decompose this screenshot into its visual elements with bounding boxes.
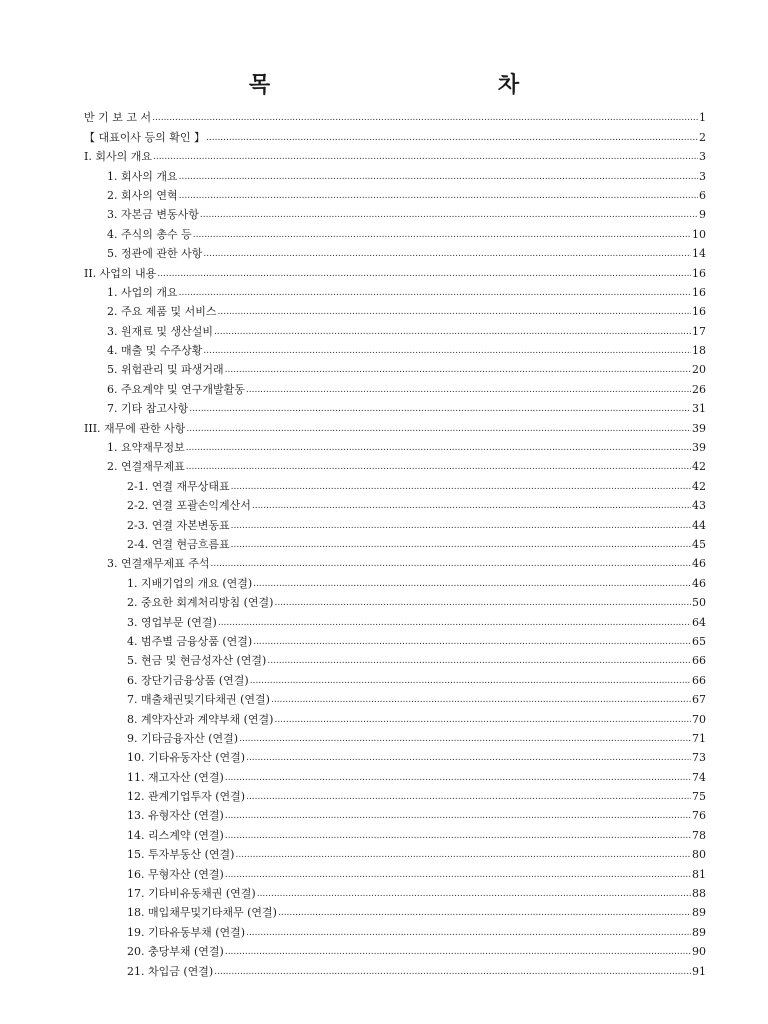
toc-entry-label: 13. 유형자산 (연결) xyxy=(127,809,224,823)
toc-entry-label: 16. 무형자산 (연결) xyxy=(127,867,224,881)
toc-entry[interactable] xyxy=(127,746,706,765)
toc-entry[interactable] xyxy=(127,765,706,784)
toc-entry-page: 42 xyxy=(692,460,706,474)
toc-entry[interactable] xyxy=(107,397,706,416)
toc-entry-page: 31 xyxy=(692,402,706,416)
toc-entry-label: 3. 영업부문 (연결) xyxy=(127,615,217,629)
toc-entry[interactable] xyxy=(127,533,706,552)
toc-entry-page: 16 xyxy=(692,305,706,319)
toc-entry-page: 64 xyxy=(692,615,706,629)
toc-leader-dots xyxy=(214,325,691,339)
toc-entry-label: 3. 연결재무제표 주석 xyxy=(107,557,210,571)
toc-entry-label: 18. 매입채무및기타채무 (연결) xyxy=(127,906,277,920)
toc-leader-dots xyxy=(218,305,692,319)
toc-entry-page: 16 xyxy=(692,266,706,280)
toc-entry-page: 91 xyxy=(692,964,706,978)
toc-entry-page: 39 xyxy=(692,441,706,455)
toc-entry-page: 73 xyxy=(692,751,706,765)
toc-entry-page: 6 xyxy=(699,188,706,202)
toc-leader-dots xyxy=(246,751,691,765)
toc-entry-label: 5. 위험관리 및 파생거래 xyxy=(107,363,224,377)
toc-entry-page: 42 xyxy=(692,479,706,493)
toc-entry[interactable] xyxy=(127,785,706,804)
toc-leader-dots xyxy=(271,693,691,707)
toc-entry[interactable] xyxy=(107,203,706,222)
toc-leader-dots xyxy=(246,926,691,940)
toc-entry-label: 5. 정관에 관한 사항 xyxy=(107,247,203,261)
toc-entry-page: 3 xyxy=(699,150,706,164)
toc-entry-label: 21. 차입금 (연결) xyxy=(127,964,214,978)
toc-entry-label: 4. 매출 및 수주상황 xyxy=(107,344,203,358)
toc-leader-dots xyxy=(152,111,698,125)
toc-entry[interactable] xyxy=(127,474,706,493)
toc-entry-page: 74 xyxy=(692,770,706,784)
toc-entry-page: 18 xyxy=(692,344,706,358)
toc-entry[interactable] xyxy=(107,377,706,396)
toc-entry-label: 12. 관계기업투자 (연결) xyxy=(127,790,246,804)
toc-entry[interactable] xyxy=(107,358,706,377)
toc-leader-dots xyxy=(211,557,692,571)
toc-entry-label: 4. 범주별 금융상품 (연결) xyxy=(127,634,253,648)
toc-leader-dots xyxy=(157,267,691,281)
toc-entry-label: 14. 리스계약 (연결) xyxy=(127,828,224,842)
toc-leader-dots xyxy=(231,519,691,533)
toc-entry-page: 3 xyxy=(699,169,706,183)
toc-leader-dots xyxy=(214,965,691,979)
toc-entry[interactable] xyxy=(84,106,706,125)
toc-entry[interactable] xyxy=(127,882,706,901)
toc-leader-dots xyxy=(200,208,698,222)
toc-entry[interactable] xyxy=(107,552,706,571)
toc-entry-label: 1. 지배기업의 개요 (연결) xyxy=(127,576,253,590)
toc-leader-dots xyxy=(274,713,691,727)
toc-entry-label: 9. 기타금융자산 (연결) xyxy=(127,731,239,745)
toc-entry[interactable] xyxy=(127,862,706,881)
toc-entry-label: 2. 연결재무제표 xyxy=(107,460,185,474)
toc-entry[interactable] xyxy=(127,513,706,532)
toc-leader-dots xyxy=(179,286,691,300)
toc-entry-page: 43 xyxy=(692,499,706,513)
toc-leader-dots xyxy=(179,189,698,203)
toc-leader-dots xyxy=(278,906,691,920)
toc-entry-page: 78 xyxy=(692,828,706,842)
toc-entry[interactable] xyxy=(107,319,706,338)
toc-entry-page: 70 xyxy=(692,712,706,726)
toc-entry-label: 15. 투자부동산 (연결) xyxy=(127,848,235,862)
toc-entry[interactable] xyxy=(127,843,706,862)
toc-entry-page: 66 xyxy=(692,654,706,668)
toc-entry[interactable] xyxy=(127,610,706,629)
toc-leader-dots xyxy=(203,247,691,261)
toc-entry-label: 2. 중요한 회계처리방침 (연결) xyxy=(127,596,274,610)
toc-entry-page: 81 xyxy=(692,867,706,881)
toc-entry-page: 2 xyxy=(699,130,706,144)
toc-entry-label: 2. 회사의 연혁 xyxy=(107,188,178,202)
toc-leader-dots xyxy=(189,402,691,416)
toc-entry-page: 75 xyxy=(692,790,706,804)
toc-leader-dots xyxy=(206,131,698,145)
toc-leader-dots xyxy=(179,170,698,184)
toc-leader-dots xyxy=(246,383,691,397)
toc-entry[interactable] xyxy=(107,436,706,455)
toc-entry[interactable] xyxy=(84,416,706,435)
toc-leader-dots xyxy=(239,732,691,746)
toc-entry-page: 88 xyxy=(692,887,706,901)
toc-entry-label: 3. 원재료 및 생산설비 xyxy=(107,324,213,338)
toc-entry-page: 67 xyxy=(692,693,706,707)
toc-leader-dots xyxy=(186,441,691,455)
toc-entry-label: 19. 기타유동부채 (연결) xyxy=(127,925,246,939)
toc-entry-page: 26 xyxy=(692,382,706,396)
toc-leader-dots xyxy=(257,887,691,901)
toc-entry-label: 4. 주식의 총수 등 xyxy=(107,227,192,241)
toc-entry-page: 65 xyxy=(692,634,706,648)
toc-leader-dots xyxy=(225,829,691,843)
toc-entry-label: 7. 매출채권및기타채권 (연결) xyxy=(127,693,270,707)
toc-entry-label: 1. 요약재무정보 xyxy=(107,441,185,455)
toc-entry[interactable] xyxy=(127,920,706,939)
toc-entry[interactable] xyxy=(107,339,706,358)
toc-entry[interactable] xyxy=(107,222,706,241)
toc-entry[interactable] xyxy=(107,281,706,300)
toc-entry-page: 44 xyxy=(692,518,706,532)
toc-entry-page: 76 xyxy=(692,809,706,823)
toc-entry[interactable] xyxy=(107,455,706,474)
toc-leader-dots xyxy=(193,228,691,242)
toc-entry-label: 1. 회사의 개요 xyxy=(107,169,178,183)
toc-entry-label: 2-2. 연결 포괄손익계산서 xyxy=(127,499,251,513)
toc-entry-label: III. 재무에 관한 사항 xyxy=(84,421,186,435)
toc-entry[interactable] xyxy=(127,668,706,687)
toc-entry[interactable] xyxy=(107,184,706,203)
toc-leader-dots xyxy=(267,654,691,668)
table-of-contents xyxy=(0,106,768,979)
toc-entry-page: 66 xyxy=(692,673,706,687)
toc-entry-label: 10. 기타유동자산 (연결) xyxy=(127,751,246,765)
toc-entry[interactable] xyxy=(107,300,706,319)
toc-entry-label: 2-1. 연결 재무상태표 xyxy=(127,479,230,493)
toc-leader-dots xyxy=(235,848,691,862)
toc-leader-dots xyxy=(231,538,691,552)
toc-entry-page: 71 xyxy=(692,731,706,745)
toc-entry-page: 50 xyxy=(692,596,706,610)
toc-entry-page: 89 xyxy=(692,906,706,920)
toc-leader-dots xyxy=(203,344,691,358)
toc-entry[interactable] xyxy=(84,145,706,164)
toc-entry-label: I. 회사의 개요 xyxy=(84,150,152,164)
toc-entry-page: 89 xyxy=(692,925,706,939)
toc-entry[interactable] xyxy=(127,901,706,920)
toc-leader-dots xyxy=(225,809,691,823)
toc-entry[interactable] xyxy=(127,649,706,668)
toc-entry-label: 6. 주요계약 및 연구개발활동 xyxy=(107,382,245,396)
toc-entry-label: 2-4. 연결 현금흐름표 xyxy=(127,537,230,551)
toc-entry-label: 17. 기타비유동채권 (연결) xyxy=(127,887,256,901)
toc-entry-page: 9 xyxy=(699,208,706,222)
toc-leader-dots xyxy=(225,771,691,785)
toc-entry[interactable] xyxy=(127,940,706,959)
toc-entry-label: 8. 계약자산과 계약부채 (연결) xyxy=(127,712,274,726)
toc-leader-dots xyxy=(253,635,691,649)
toc-entry-page: 20 xyxy=(692,363,706,377)
toc-entry-page: 39 xyxy=(692,421,706,435)
toc-entry-page: 10 xyxy=(692,227,706,241)
toc-entry-label: 7. 기타 참고사항 xyxy=(107,402,189,416)
toc-leader-dots xyxy=(231,480,691,494)
toc-entry[interactable] xyxy=(84,125,706,144)
toc-leader-dots xyxy=(225,363,691,377)
toc-entry-label: 5. 현금 및 현금성자산 (연결) xyxy=(127,654,267,668)
toc-entry[interactable] xyxy=(127,823,706,842)
toc-entry-page: 45 xyxy=(692,537,706,551)
toc-entry-page: 1 xyxy=(699,111,706,125)
toc-entry-page: 16 xyxy=(692,285,706,299)
toc-leader-dots xyxy=(250,674,691,688)
toc-entry-page: 90 xyxy=(692,945,706,959)
toc-entry-label: 6. 장단기금융상품 (연결) xyxy=(127,673,249,687)
toc-entry-label: 【 대표이사 등의 확인 】 xyxy=(84,130,205,144)
toc-entry[interactable] xyxy=(107,242,706,261)
toc-entry[interactable] xyxy=(127,959,706,978)
toc-leader-dots xyxy=(252,499,691,513)
toc-entry-label: 2. 주요 제품 및 서비스 xyxy=(107,305,217,319)
toc-entry-label: 2-3. 연결 자본변동표 xyxy=(127,518,230,532)
toc-entry[interactable] xyxy=(127,571,706,590)
toc-entry[interactable] xyxy=(127,707,706,726)
toc-entry-label: 1. 사업의 개요 xyxy=(107,285,178,299)
toc-entry-page: 14 xyxy=(692,247,706,261)
toc-entry[interactable] xyxy=(127,804,706,823)
toc-entry-label: 반 기 보 고 서 xyxy=(84,111,152,125)
toc-entry[interactable] xyxy=(127,591,706,610)
toc-leader-dots xyxy=(153,150,698,164)
toc-leader-dots xyxy=(186,422,691,436)
toc-entry-page: 46 xyxy=(692,576,706,590)
toc-entry[interactable] xyxy=(127,688,706,707)
toc-entry-label: 20. 충당부채 (연결) xyxy=(127,945,224,959)
toc-leader-dots xyxy=(225,945,691,959)
toc-leader-dots xyxy=(253,577,691,591)
toc-entry-page: 17 xyxy=(692,324,706,338)
toc-leader-dots xyxy=(274,596,691,610)
toc-entry-label: 11. 재고자산 (연결) xyxy=(127,770,224,784)
toc-leader-dots xyxy=(218,616,691,630)
toc-entry[interactable] xyxy=(84,261,706,280)
page-title: 목 차 xyxy=(248,72,630,98)
toc-entry[interactable] xyxy=(107,164,706,183)
toc-entry-label: 3. 자본금 변동사항 xyxy=(107,208,199,222)
toc-entry[interactable] xyxy=(127,494,706,513)
toc-entry-page: 80 xyxy=(692,848,706,862)
toc-leader-dots xyxy=(246,790,691,804)
toc-leader-dots xyxy=(225,868,691,882)
toc-entry[interactable] xyxy=(127,630,706,649)
toc-entry[interactable] xyxy=(127,727,706,746)
toc-entry-label: II. 사업의 내용 xyxy=(84,266,157,280)
toc-leader-dots xyxy=(186,460,691,474)
toc-entry-page: 46 xyxy=(692,557,706,571)
